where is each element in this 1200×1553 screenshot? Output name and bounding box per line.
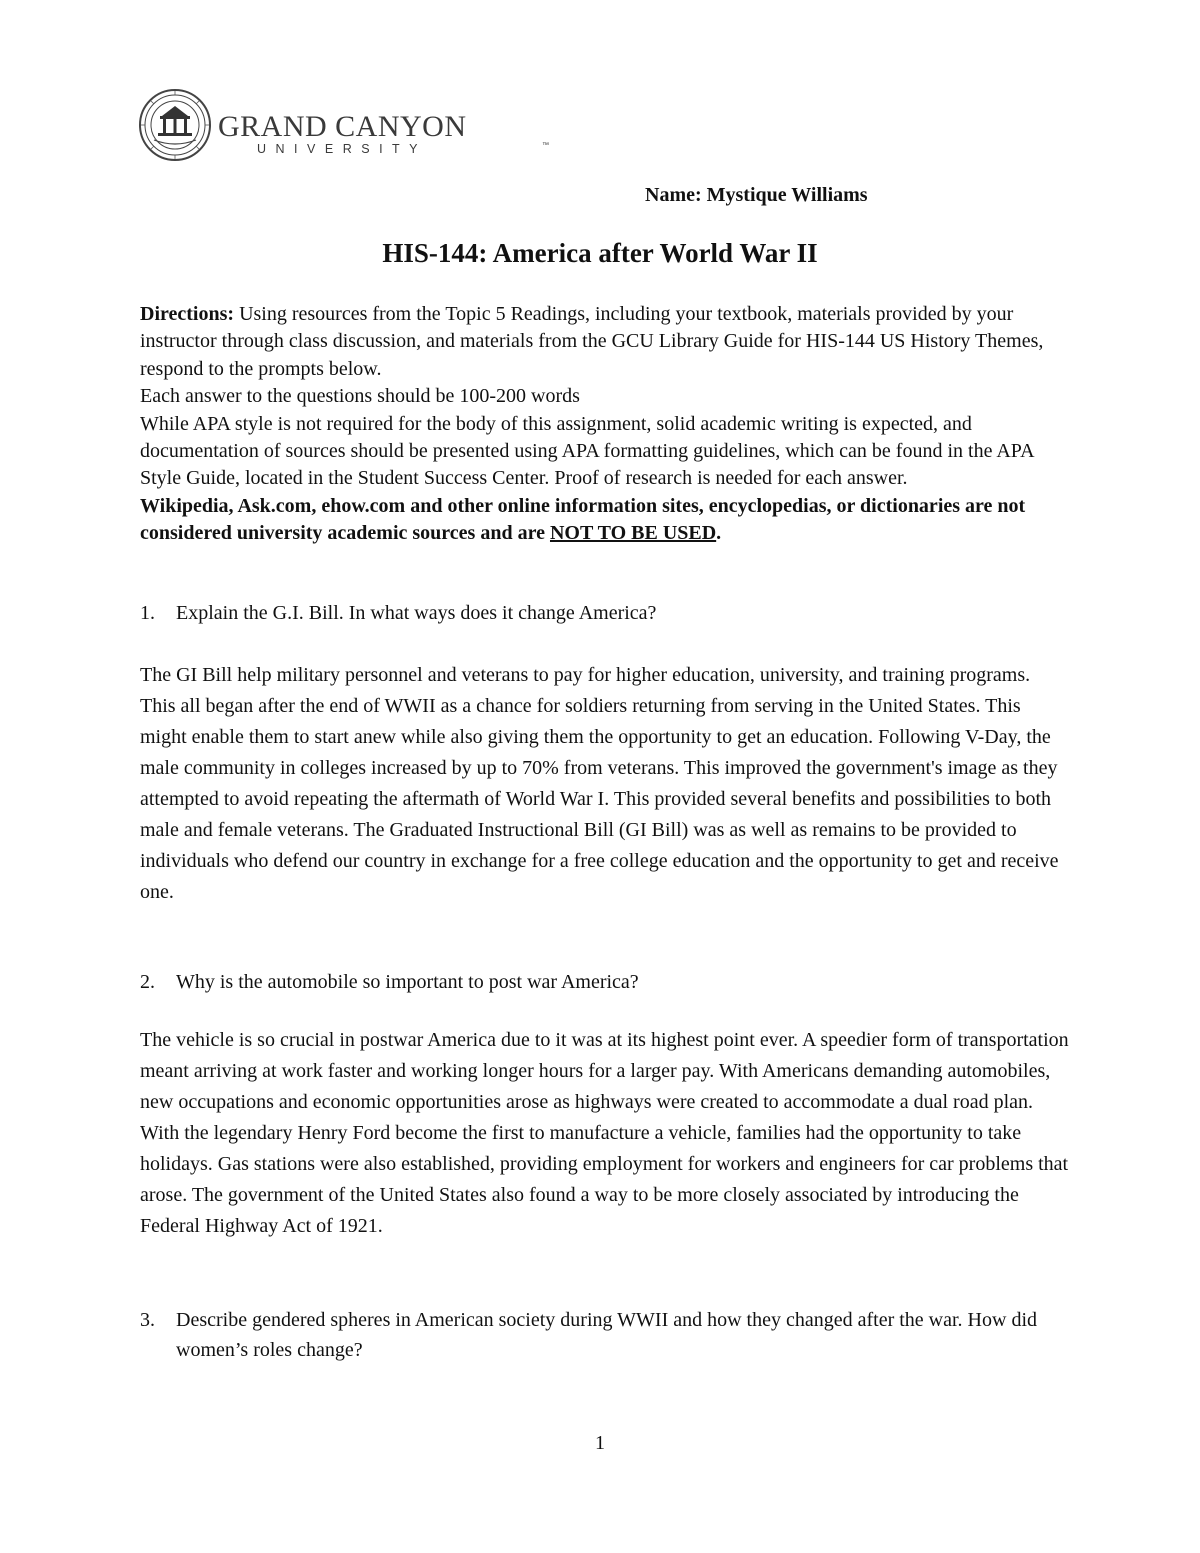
sources-warning-end: . <box>716 522 722 545</box>
directions-paragraph-3: While APA style is not required for the body of this assignment, solid academic writing is expected, and documentation of sources should be presented using APA formatting guidelines, which can be found in the APA Style Guide, located in the Student Success Center. Proof of research is needed for each answer. <box>140 412 1034 490</box>
sources-warning-underlined: NOT TO BE USED <box>549 522 717 545</box>
university-logo <box>138 88 549 164</box>
directions-label: Directions: <box>140 303 235 325</box>
question-number: 2. <box>140 971 155 993</box>
question-number: 1. <box>140 602 155 624</box>
question-text: Describe gendered spheres in American society during WWII and how they changed after the war. How did women’s roles change? <box>176 1309 1037 1361</box>
directions-text: Using resources from the Topic 5 Readings, including your textbook, materials provided by your instructor through class discussion, and materials from the GCU Library Guide for HIS-144 US History Themes, respond to the prompts below. <box>140 303 1044 380</box>
question-3 <box>140 1305 1070 1365</box>
question-2 <box>140 967 1070 997</box>
question-text: Why is the automobile so important to post war America? <box>176 971 639 993</box>
directions-paragraph-1 <box>140 301 1070 383</box>
page-number: 1 <box>595 1432 605 1454</box>
document-title: HIS-144: America after World War II <box>382 238 818 268</box>
question-1 <box>140 598 1070 628</box>
logo-subtitle: UNIVERSITY <box>257 142 428 156</box>
answer-text: The vehicle is so crucial in postwar America due to it was at its highest point ever. A speedier form of transportation meant arriving at work faster and working longer hours for a larger pay. With Americans demanding automobiles, new occupations and economic opportunities arose as highways were created to accommodate a dual road plan. With the legendary Henry Ford become the first to manufacture a vehicle, families had the opportunity to take holidays. Gas stations were also established, providing employment for workers and engineers for car problems that arose. The government of the United States also found a way to be more closely associated by introducing the Federal Highway Act of 1921. <box>140 1029 1069 1237</box>
logo-wordmark: GRAND CANYON <box>218 110 467 143</box>
question-text: Explain the G.I. Bill. In what ways does it change America? <box>176 602 657 624</box>
answer-1 <box>140 660 1070 908</box>
directions-block <box>140 301 1070 548</box>
answer-2 <box>140 1025 1070 1242</box>
university-seal-icon <box>138 88 212 162</box>
question-number: 3. <box>140 1309 155 1331</box>
sources-warning-text: Wikipedia, Ask.com, ehow.com and other online information sites, encyclopedias, or dictionaries are not considered university academic sources and are <box>140 494 1026 545</box>
student-name: Name: Mystique Williams <box>645 184 868 206</box>
directions-paragraph-2: Each answer to the questions should be 100-200 words <box>140 385 580 408</box>
logo-trademark: ™ <box>542 142 549 149</box>
answer-text: The GI Bill help military personnel and veterans to pay for higher education, university, and training programs. This all began after the end of WWII as a chance for soldiers returning from serving in the United States. This might enable them to start anew while also giving them the opportunity to get an education. Following V-Day, the male community in colleges increased by up to 70% from veterans. This improved the government's image as they attempted to avoid repeating the aftermath of World War I. This provided several benefits and possibilities to both male and female veterans. The Graduated Instructional Bill (GI Bill) was as well as remains to be provided to individuals who defend our country in exchange for a free college education and the opportunity to get and receive one. <box>140 664 1059 903</box>
sources-warning <box>140 493 1070 548</box>
